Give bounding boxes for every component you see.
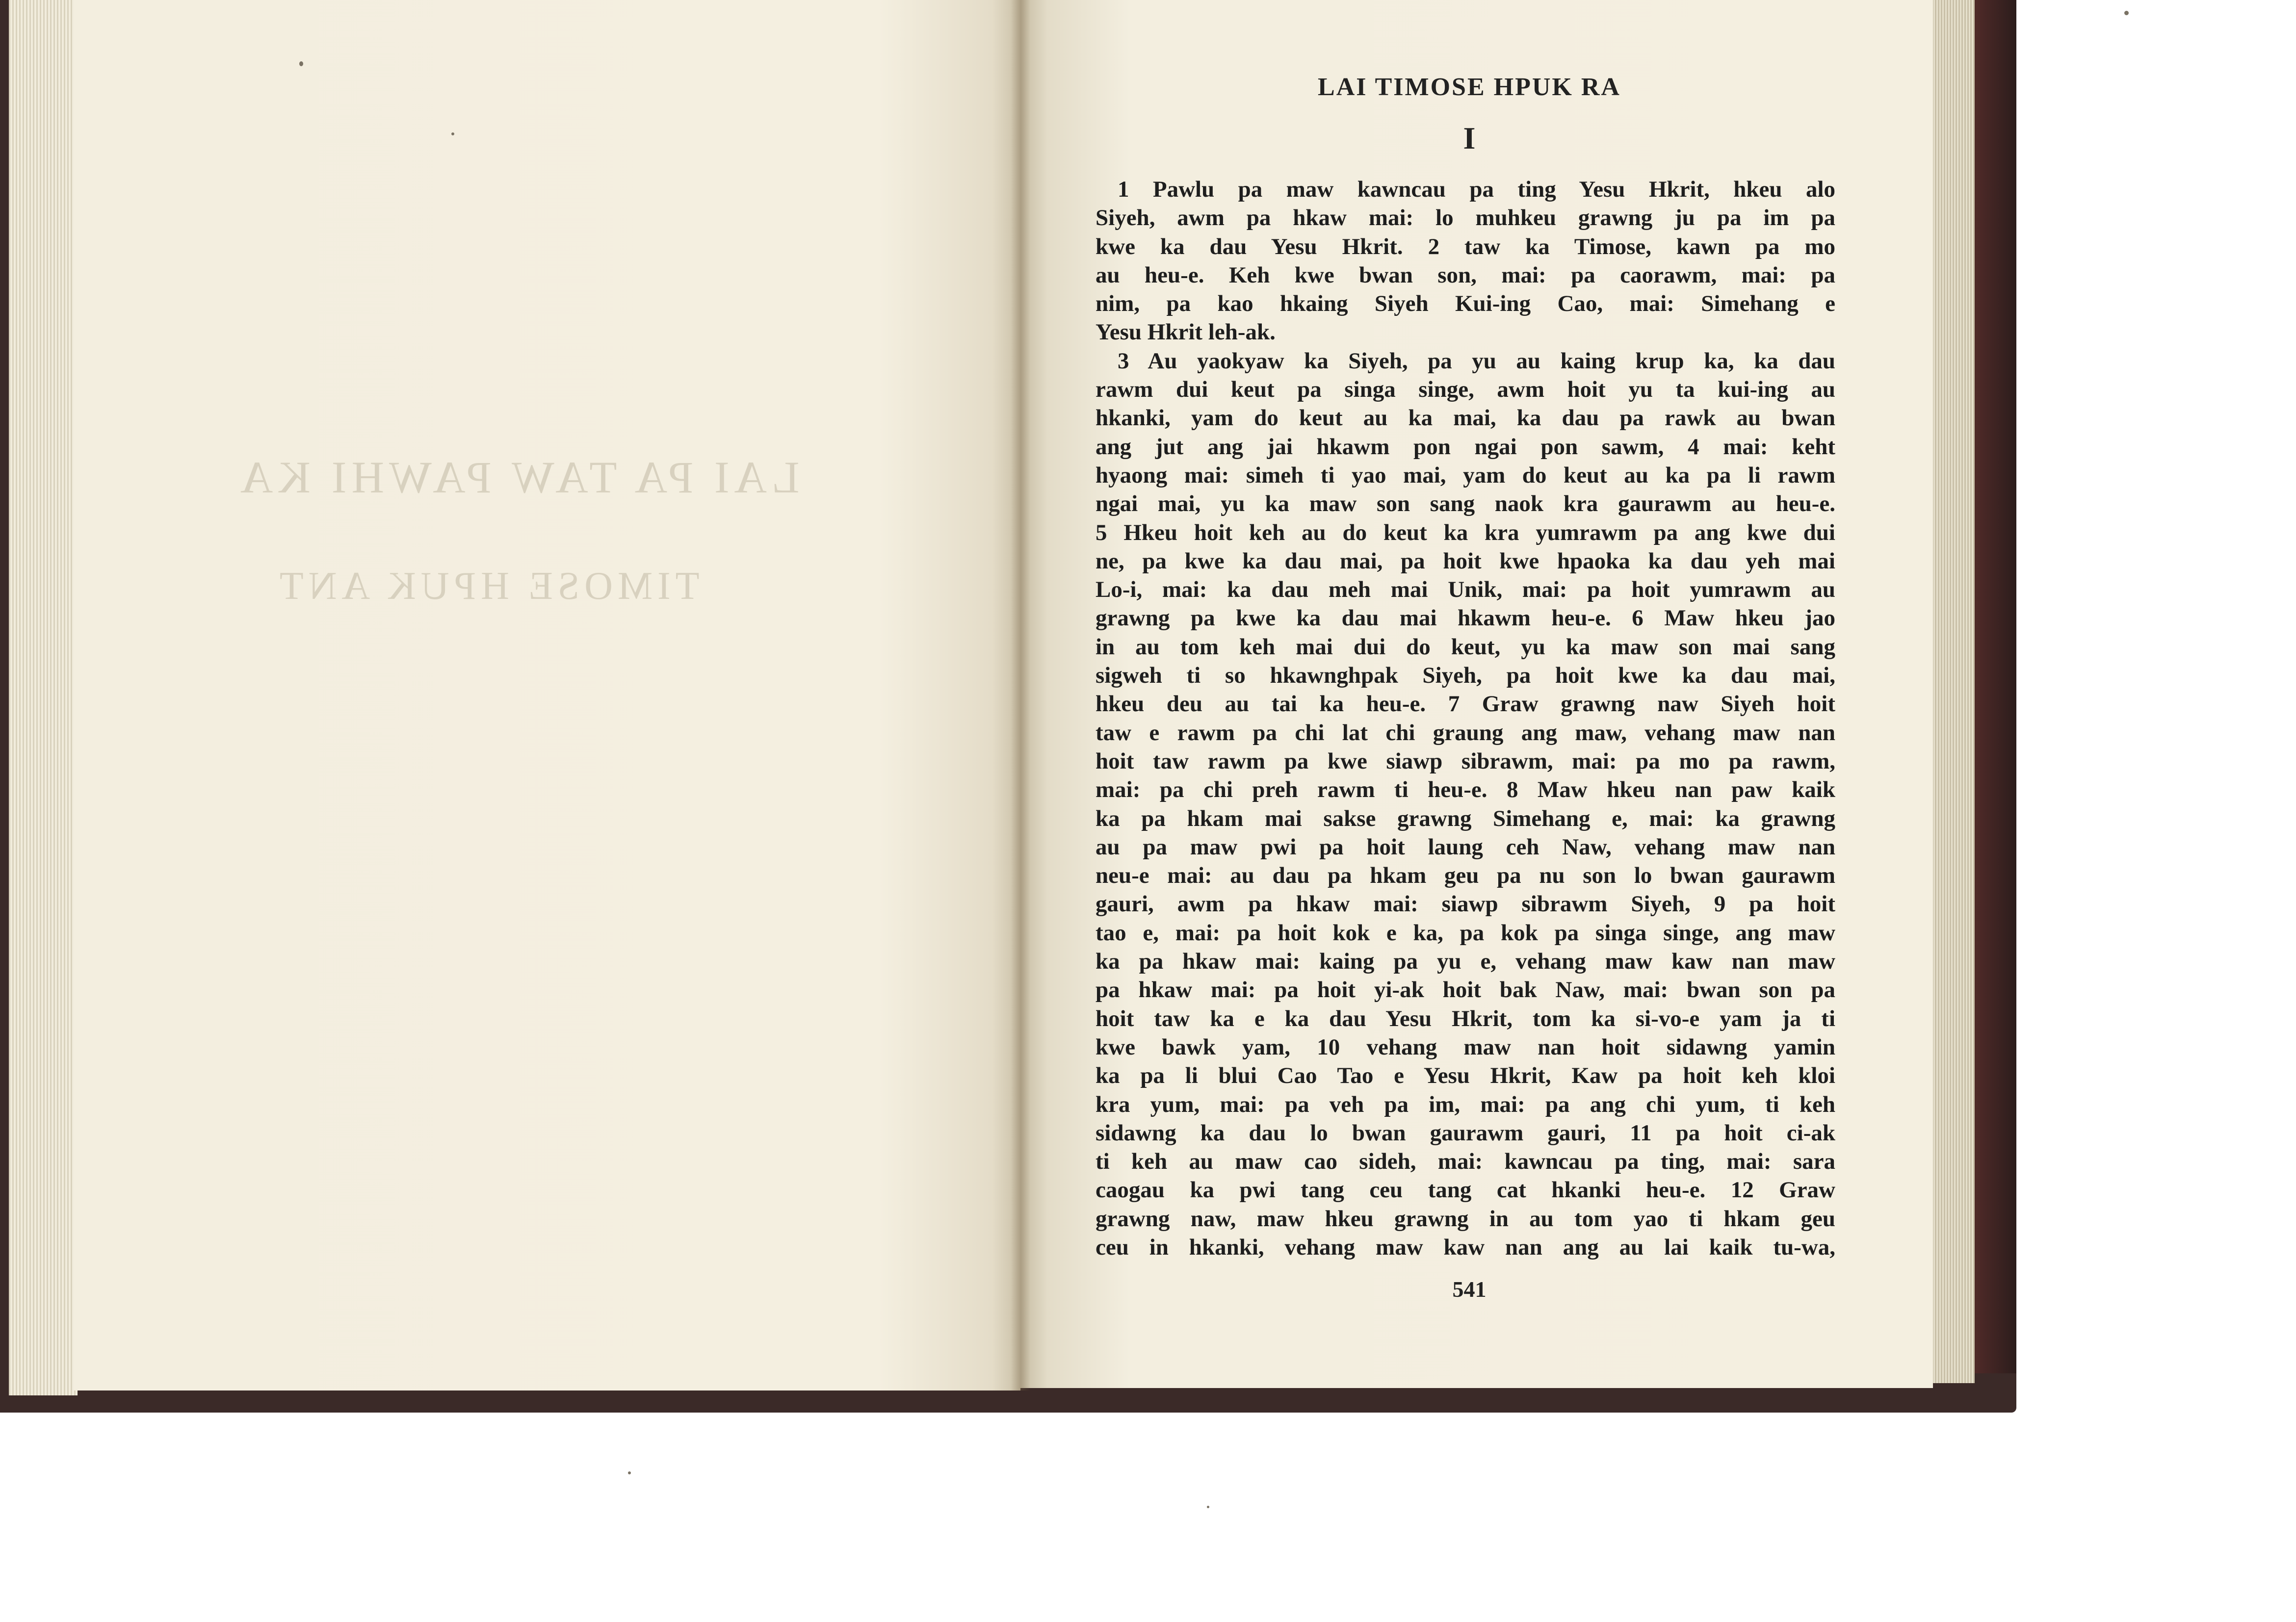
- bleed-through-text: LAI PA TAW PAWHI KA: [235, 452, 800, 502]
- text-line: au heu-e. Keh kwe bwan son, mai: pa caorawm, mai: pa: [1096, 262, 1835, 288]
- text-line: pa hkaw mai: pa hoit yi-ak hoit bak Naw, mai: bwan son pa: [1096, 977, 1835, 1003]
- text-line: hoit taw ka e ka dau Yesu Hkrit, tom ka si-vo-e yam ja ti: [1096, 1005, 1835, 1031]
- text-line: in au tom keh mai dui do keut, yu ka maw son mai sang: [1096, 634, 1835, 660]
- scan-speck: [628, 1471, 631, 1474]
- text-line: 1 Pawlu pa maw kawncau pa ting Yesu Hkrit, hkeu alo: [1118, 177, 1835, 202]
- text-line: ceu in hkanki, vehang maw kaw nan ang au lai kaik tu-wa,: [1096, 1234, 1835, 1260]
- text-line: 3 Au yaokyaw ka Siyeh, pa yu au kaing krup ka, ka dau: [1118, 348, 1835, 374]
- chapter-text: [1096, 175, 1835, 1262]
- text-line: ka pa hkaw mai: kaing pa yu e, vehang maw kaw nan maw: [1096, 949, 1835, 975]
- text-line: tao e, mai: pa hoit kok e ka, pa kok pa singa singe, ang maw: [1096, 920, 1835, 946]
- page-edges-left: [9, 0, 78, 1395]
- text-line: 5 Hkeu hoit keh au do keut ka kra yumrawm pa ang kwe dui: [1096, 519, 1835, 545]
- text-line: ti keh au maw cao sideh, mai: kawncau pa ting, mai: sara: [1096, 1149, 1835, 1175]
- text-line: sidawng ka dau lo bwan gaurawm gauri, 11 pa hoit ci-ak: [1096, 1120, 1835, 1146]
- text-line: ang jut ang jai hkawm pon ngai pon sawm, 4 mai: keht: [1096, 434, 1835, 460]
- text-line: kra yum, mai: pa veh pa im, mai: pa ang chi yum, ti keh: [1096, 1091, 1835, 1117]
- scan-speck: [2124, 11, 2129, 15]
- text-line: hkanki, yam do keut au ka mai, ka dau pa rawk au bwan: [1096, 405, 1835, 431]
- text-line: ka pa li blui Cao Tao e Yesu Hkrit, Kaw pa hoit keh kloi: [1096, 1063, 1835, 1089]
- text-line: caogau ka pwi tang ceu tang cat hkanki heu-e. 12 Graw: [1096, 1177, 1835, 1203]
- text-line: gauri, awm pa hkaw mai: siawp sibrawm Siyeh, 9 pa hoit: [1096, 891, 1835, 917]
- bleed-through-text: TIMOSE HPUK ANT: [275, 565, 700, 608]
- text-line: kwe ka dau Yesu Hkrit. 2 taw ka Timose, kawn pa mo: [1096, 233, 1835, 259]
- text-line: ne, pa kwe ka dau mai, pa hoit kwe hpaoka ka dau yeh mai: [1096, 548, 1835, 574]
- running-head: LAI TIMOSE HPUK RA: [1318, 73, 1621, 101]
- text-line: Siyeh, awm pa hkaw mai: lo muhkeu grawng ju pa im pa: [1096, 205, 1835, 231]
- text-line: hoit taw rawm pa kwe siawp sibrawm, mai: pa mo pa rawm,: [1096, 748, 1835, 774]
- text-line: hkeu deu au tai ka heu-e. 7 Graw grawng naw Siyeh hoit: [1096, 691, 1835, 717]
- text-line: Yesu Hkrit leh-ak.: [1096, 319, 1276, 345]
- gutter-shadow: [1011, 0, 1030, 1390]
- text-line: neu-e mai: au dau pa hkam geu pa nu son lo bwan gaurawm: [1096, 863, 1835, 889]
- text-line: hyaong mai: simeh ti yao mai, yam do keut au ka pa li rawm: [1096, 462, 1835, 488]
- text-line: mai: pa chi preh rawm ti heu-e. 8 Maw hkeu nan paw kaik: [1096, 777, 1835, 803]
- page-number: 541: [1452, 1277, 1487, 1302]
- text-line: kwe bawk yam, 10 vehang maw nan hoit sidawng yamin: [1096, 1034, 1835, 1060]
- text-line: taw e rawm pa chi lat chi graung ang maw, vehang maw nan: [1096, 720, 1835, 746]
- text-line: au pa maw pwi pa hoit laung ceh Naw, vehang maw nan: [1096, 834, 1835, 860]
- scan-speck: [1207, 1506, 1209, 1508]
- text-line: nim, pa kao hkaing Siyeh Kui-ing Cao, mai: Simehang e: [1096, 291, 1835, 317]
- text-line: grawng pa kwe ka dau mai hkawm heu-e. 6 Maw hkeu jao: [1096, 605, 1835, 631]
- scan-speck: [451, 132, 454, 135]
- text-line: rawm dui keut pa singa singe, awm hoit yu ta kui-ing au: [1096, 377, 1835, 403]
- page-edges-right: [1931, 0, 1975, 1383]
- left-page: [74, 0, 1020, 1390]
- text-line: ngai mai, yu ka maw son sang naok kra gaurawm au heu-e.: [1096, 491, 1835, 517]
- text-line: Lo-i, mai: ka dau meh mai Unik, mai: pa hoit yumrawm au: [1096, 577, 1835, 603]
- text-line: grawng naw, maw hkeu grawng in au tom yao ti hkam geu: [1096, 1206, 1835, 1232]
- text-line: ka pa hkam mai sakse grawng Simehang e, mai: ka grawng: [1096, 805, 1835, 831]
- chapter-number: I: [1463, 121, 1476, 155]
- page-mark: [299, 61, 303, 66]
- text-line: sigweh ti so hkawnghpak Siyeh, pa hoit kwe ka dau mai,: [1096, 663, 1835, 689]
